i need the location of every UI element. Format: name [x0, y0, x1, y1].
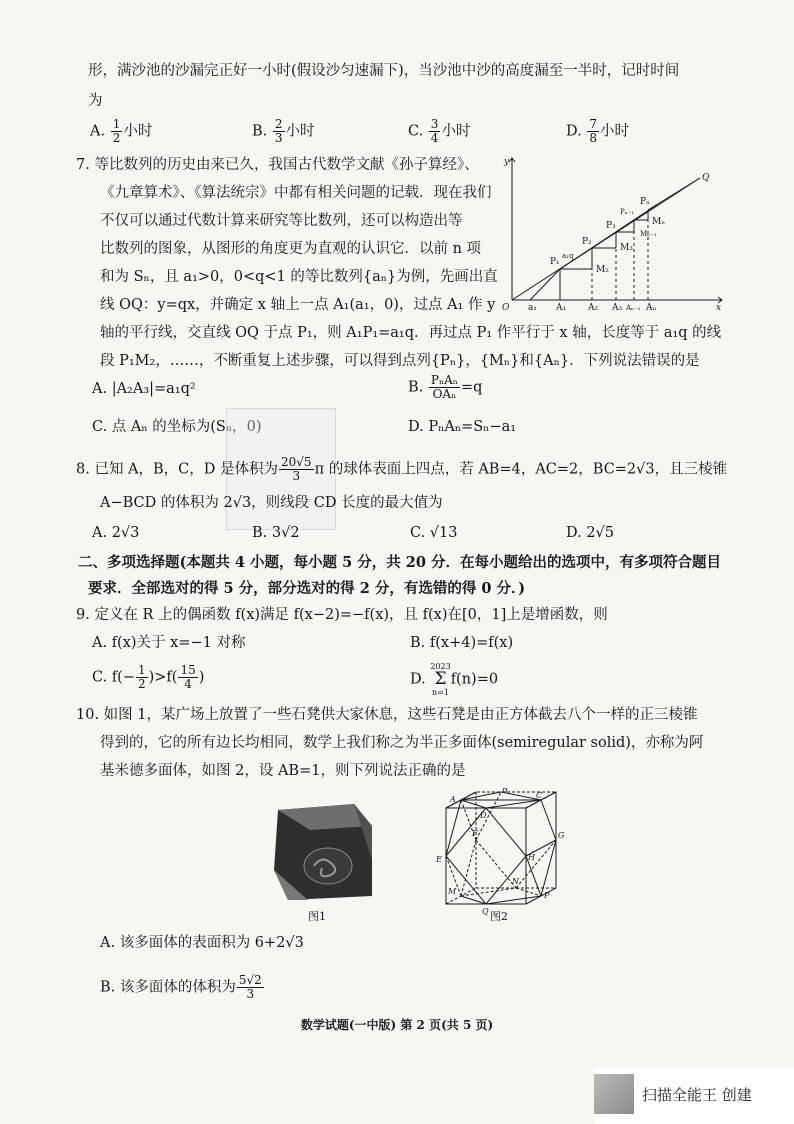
fig2-label: Q [482, 907, 489, 916]
q8-option-d: D. 2√5 [566, 525, 615, 541]
fig7-mlabel: M₂ [596, 265, 609, 275]
fig2-label: H [528, 853, 535, 862]
fig7-plabel: P₁ [550, 257, 560, 267]
q7-line1: 7. 等比数列的历史由来已久，我国古代数学文献《孙子算经》、 [76, 157, 479, 173]
q8-option-c: C. √13 [410, 525, 458, 541]
q8-option-b: B. 3√2 [252, 525, 300, 541]
q7-line7: 轴的平行线，交直线 OQ 于点 P₁，则 A₁P₁=a₁q．再过点 P₁ 作平行于 x 轴，长度等于 a₁q 的线 [100, 325, 722, 341]
q7-line5: 和为 Sₙ，且 a₁>0，0<q<1 的等比数列{aₙ}为例，先画出直 [100, 269, 498, 285]
fig2-label: D [480, 811, 487, 820]
fig2-label: N [512, 877, 519, 886]
q7-geometric-sequence-figure [500, 152, 730, 312]
fig2-label: M [448, 887, 457, 896]
q7-option-a: A. |A₂A₃|=a₁q² [92, 381, 196, 397]
fig2-label: A [450, 795, 456, 804]
fig7-plabel: P₂ [582, 237, 592, 247]
fig7-xlabel: a₁ [528, 303, 537, 312]
q9-line1: 9. 定义在 R 上的偶函数 f(x)满足 f(x−2)=−f(x)，且 f(x)在[0，1]上是增函数，则 [76, 607, 608, 623]
q6-option-b: B. $\frac{2}{3}$ 小时 [252, 117, 315, 145]
q10-figure1-caption: 图1 [308, 910, 326, 923]
q7-option-c: C. 点 Aₙ 的坐标为(Sₙ，0) [92, 419, 262, 435]
q8-line1: 8. 已知 A，B，C，D 是体积为 $\frac{20√5}{3}$ π 的球体表面上四点，若 AB=4，AC=2，BC=2√3，且三棱锥 [76, 455, 728, 483]
q6-line2: 为 [88, 93, 103, 109]
q8-line2: A−BCD 的体积为 2√3，则线段 CD 长度的最大值为 [100, 495, 443, 511]
q10-option-b: B. 该多面体的体积为 $\frac{5√2}{3}$ [100, 973, 262, 1001]
q9-option-c: C. f(− $\frac{1}{2}$ )>f( $\frac{15}{4}$ ) [92, 663, 205, 691]
scanner-watermark [594, 1068, 794, 1124]
q10-figure2-cuboctahedron [436, 788, 566, 916]
fig2-label: P [544, 891, 550, 900]
fig2-label: E [436, 855, 442, 864]
fig2-label: G [558, 831, 565, 840]
q8-option-a: A. 2√3 [92, 525, 140, 541]
fig2-label: B [502, 788, 508, 794]
fig7-mlabel: Mₙ₋₁ [640, 230, 657, 238]
fig7-label-y: y [504, 157, 510, 167]
q10-figure2-caption: 图2 [490, 910, 508, 923]
q7-line3: 不仅可以通过代数计算来研究等比数列，还可以构造出等 [100, 213, 463, 229]
fig7-label-q: Q [702, 173, 710, 183]
fig7-label-x: x [716, 303, 722, 312]
section2-header-line1: 二、多项选择题(本题共 4 小题，每小题 5 分，共 20 分．在每小题给出的选项中，有多项符合题目 [78, 554, 722, 571]
section2-header-line2: 要求．全部选对的得 5 分，部分选对的得 2 分，有选错的得 0 分．) [88, 580, 526, 597]
fig7-xlabel: A₃ [612, 303, 623, 312]
fig7-xlabel: A₂ [588, 303, 599, 312]
q7-line4: 比数列的图象，从图形的角度更为直观的认识它．以前 n 项 [100, 241, 482, 257]
q7-line8: 段 P₁M₂，……，不断重复上述步骤，可以得到点列{Pₙ}，{Mₙ}和{Aₙ}．下列说法错误的是 [100, 353, 700, 369]
fig7-mlabel: M₃ [620, 243, 633, 253]
scanner-logo-icon [594, 1074, 634, 1114]
q10-line2: 得到的，它的所有边长均相同，数学上我们称之为半正多面体(semiregular solid)，亦称为阿 [100, 735, 704, 751]
q9-option-a: A. f(x)关于 x=−1 对称 [92, 635, 246, 651]
q6-line1: 形，满沙池的沙漏完正好一小时(假设沙匀速漏下)，当沙池中沙的高度漏至一半时，记时时间 [88, 63, 680, 79]
fig7-label-o: O [502, 303, 510, 312]
q7-option-b: B. $\frac{\text{PₙAₙ}}{\text{OAₙ}}$ =q [408, 373, 483, 401]
fig7-plabel: P₃ [606, 221, 616, 231]
page-footer: 数学试题(一中版) 第 2 页(共 5 页) [300, 1018, 494, 1032]
q7-line2: 《九章算术》、《算法统宗》中都有相关问题的记载．现在我们 [100, 185, 492, 201]
q7-line6: 线 OQ：y=qx，并确定 x 轴上一点 A₁(a₁，0)，过点 A₁ 作 y [100, 297, 496, 313]
fig2-label: C [536, 791, 543, 800]
fig7-plabel: Pₙ₋₁ [620, 208, 635, 216]
fig7-xlabel: Aₙ [646, 303, 657, 312]
q6-option-a: A. $\frac{1}{2}$ 小时 [90, 117, 153, 145]
q7-option-d: D. PₙAₙ=Sₙ−a₁ [408, 419, 517, 435]
q10-line1: 10. 如图 1，某广场上放置了一些石凳供大家休息，这些石凳是由正方体截去八个一样的正三棱锥 [76, 707, 698, 723]
q10-line3: 基米德多面体，如图 2，设 AB=1，则下列说法正确的是 [100, 763, 466, 779]
q9-option-d: D. 2023 Σ n=1 f(n)=0 [410, 662, 499, 697]
q9-option-b: B. f(x+4)=f(x) [410, 635, 514, 651]
fig7-plabel: Pₙ [640, 197, 650, 207]
fig7-xlabel: Aₙ₋₁ [626, 304, 641, 312]
fig7-seg-label: a₁q [562, 252, 574, 260]
q6-option-d: D. $\frac{7}{8}$ 小时 [566, 117, 629, 145]
q10-figure1-stone-stool [268, 800, 380, 904]
fig2-label: F [472, 829, 478, 838]
scanner-watermark-text: 扫描全能王 创建 [642, 1086, 752, 1104]
q6-option-c: C. $\frac{3}{4}$ 小时 [408, 117, 471, 145]
fig7-xlabel: A₁ [556, 303, 567, 312]
fig7-mlabel: Mₙ [652, 217, 666, 227]
q10-option-a: A. 该多面体的表面积为 6+2√3 [100, 935, 304, 951]
